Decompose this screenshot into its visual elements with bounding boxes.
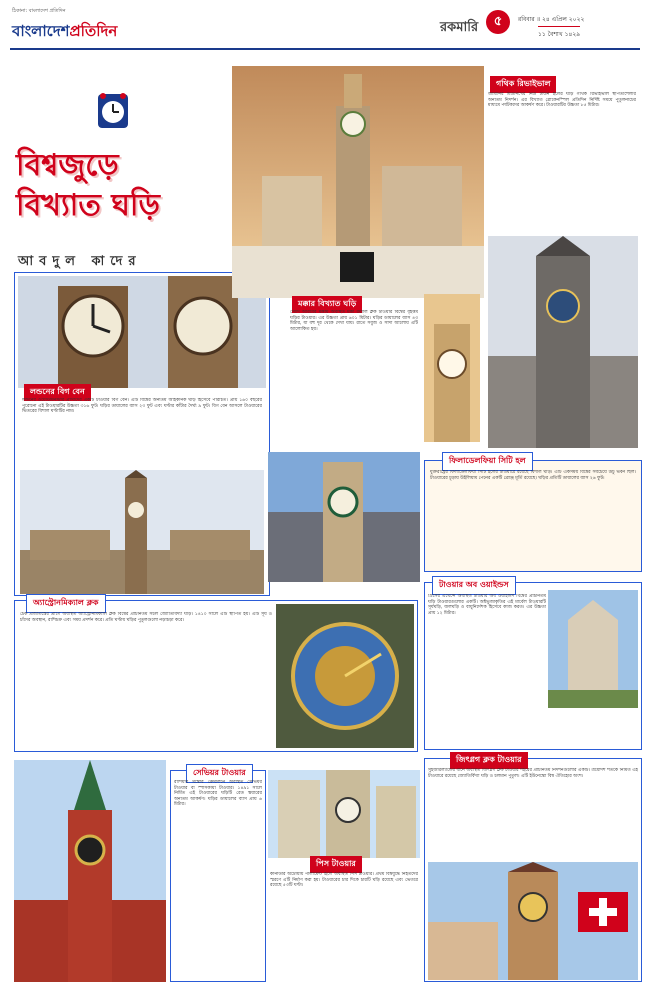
zytglogge-text: সুইজারল্যান্ডের বার্নে অবস্থিত জিৎগ্লগ ক্লক টাওয়ার শহরের প্রাচীনতম নিদর্শনগুলোর একটি। ত্রয়োদশ শতকে নির্মিত এই টাওয়ারে রয়েছে জ্যোতির্বিদ্যা ঘড়ি ও চলমান পুতুল। এটি ইউনেস্কো বিশ্ব ঐতিহ্যের অংশ। [428, 768, 638, 779]
spasskaya-photo [14, 760, 166, 982]
date-line-bangla: ১১ বৈশাখ ১৪২৯ [538, 26, 580, 40]
mecca-text: সৌদি আরবের মক্কায় অবস্থিত মক্কা রয়্যাল ক্লক টাওয়ার বিশ্বের বৃহত্তম ঘড়ির টাওয়ার। এর উচ্চতা প্রায় ৬০১ মিটার। ঘড়ির ডায়ালের ব্যাস ৪৩ মিটার, যা বহু দূর থেকে দেখা যায়। রাতে সবুজ ও সাদা আলোয় এটি আলোকিত হয়। [290, 310, 418, 332]
peace-tower-heading: পিস টাওয়ার [310, 856, 362, 873]
winds-photo [548, 590, 638, 708]
logo-main: বাংলাদেশ [12, 22, 70, 40]
gothic-heading: গথিক রিভাইভাল [490, 76, 556, 93]
big-ben-text: লন্ডনের ওয়েস্টমিনস্টার প্রাসাদের একটি টাওয়ার বিগ বেন। এটি বিশ্বের অন্যতম আইকনিক ঘড়ি হিসেবে পরিচিত। প্রায় ১৬০ বছরের পুরোনো এই টাওয়ারটির উচ্চতা ৩১৬ ফুট। ঘড়ির ডায়ালের ব্যাস ২৩ ফুট এবং ঘণ্টার কাঁটার দৈর্ঘ্য ৯ ফুট। বিগ বেন আসলে টাওয়ারের ভিতরের বিশাল ঘণ্টাটির নাম। [22, 398, 262, 415]
logo-accent: প্রতিদিন [69, 22, 118, 40]
date-line: রবিবার ॥ ২৪ এপ্রিল ২০২২ [518, 16, 585, 23]
winds-heading: টাওয়ার অব ওয়াইন্ডস [432, 576, 516, 595]
winds-text: গ্রিসের এথেন্সে অবস্থিত টাওয়ার অব ওয়াইন্ডস বিশ্বের প্রাচীনতম ঘড়ি টাওয়ারগুলোর একটি। অষ্টভুজাকৃতির এই মার্বেল টাওয়ারটি সূর্যঘড়ি, জলঘড়ি ও বায়ুনির্দেশক হিসেবে কাজ করত। এর উচ্চতা প্রায় ১২ মিটার। [428, 594, 546, 616]
zytglogge-heading: জিৎগ্লগ ক্লক টাওয়ার [450, 752, 528, 769]
philadelphia-text: যুক্তরাষ্ট্রের ফিলাডেলফিয়া সিটি হলের টাওয়ারে রয়েছে বিশাল ঘড়ি। এটি একসময় বিশ্বের সবচেয়ে উঁচু ভবন ছিল। টাওয়ারের চূড়ায় উইলিয়াম পেনের একটি ব্রোঞ্জ মূর্তি রয়েছে। ঘড়ির প্রতিটি ডায়ালের ব্যাস ২৬ ফুট। [430, 470, 636, 481]
author-byline: আবদুল কাদের [18, 254, 142, 269]
peace-tower-photo [268, 770, 420, 858]
munich-townhall-photo [488, 236, 638, 448]
feature-title [16, 146, 226, 226]
astronomical-text: চেক প্রজাতন্ত্রের প্রাগে অবস্থিত অ্যাস্ট্রোনমিক্যাল ক্লক বিশ্বের প্রাচীনতম সচল জ্যোতির্বিদ্যা ঘড়ি। ১৪১০ সালে এটি স্থাপিত হয়। এটি সূর্য ও চাঁদের অবস্থান, রাশিচক্র এবং সময় প্রদর্শন করে। প্রতি ঘণ্টায় ঘড়ির পুতুলগুলো নড়াচড়া করে। [20, 612, 272, 623]
mecca-heading: মক্কার বিখ্যাত ঘড়ি [292, 296, 362, 313]
mecca-clock-closeup [424, 294, 480, 442]
peace-tower-text: কানাডার অটোয়ায় পার্লামেন্ট হিলে অবস্থিত পিস টাওয়ার। প্রথম বিশ্বযুদ্ধে নিহতদের স্মরণে এটি নির্মাণ করা হয়। টাওয়ারের চার দিকে চারটি ঘড়ি রয়েছে এবং ভেতরে রয়েছে ৫৩টি ঘণ্টা। [270, 872, 418, 889]
prague-clock-photo [276, 604, 414, 748]
spasskaya-text: রাশিয়ার মস্কোর ক্রেমলিনে অবস্থিত সেভিয়র টাওয়ার বা স্পাসকায়া টাওয়ার। ১৪৯১ সালে নির্মিত এই টাওয়ারের ঘড়িটি রেড স্কয়ারের অন্যতম আকর্ষণ। ঘড়ির ডায়ালের ব্যাস প্রায় ৬ মিটার। [174, 780, 262, 808]
page-number: ৫ [486, 10, 510, 34]
logo-tagline: ঠিকানা: বাংলাদেশ প্রতিদিন [12, 8, 66, 14]
masthead [0, 0, 650, 66]
section-name: রকমারি [440, 20, 479, 35]
astronomical-heading: অ্যাস্ট্রোনমিক্যাল ক্লক [26, 594, 106, 613]
spasskaya-heading: সেভিয়র টাওয়ার [186, 764, 253, 783]
big-ben-photo [18, 276, 266, 388]
newspaper-logo[interactable] [12, 20, 117, 45]
zytglogge-photo [428, 862, 638, 980]
westminster-photo [20, 470, 264, 594]
title-line-2: বিখ্যাত ঘড়ি [16, 188, 160, 223]
big-ben-heading: লন্ডনের বিগ বেন [24, 384, 91, 401]
title-line-1: বিশ্বজুড়ে [16, 148, 119, 183]
philadelphia-heading: ফিলাডেলফিয়া সিটি হল [442, 452, 533, 471]
gothic-text: জার্মানির মিউনিখের নিউ টাউন হলের ঘড়ি গথিক রিভাইভাল স্থাপত্যশৈলীর অন্যতম নিদর্শন। এর বিখ্যাত গ্লোকেনস্পিল প্রতিদিন নির্দিষ্ট সময়ে পুতুলনাচের মাধ্যমে পর্যটকদের আকর্ষণ করে। টাওয়ারটির উচ্চতা ৮৫ মিটার। [488, 92, 636, 109]
alarm-clock-icon [96, 92, 130, 130]
masthead-rule [10, 48, 640, 50]
philadelphia-photo [268, 452, 420, 582]
mecca-clock-photo [232, 66, 484, 298]
